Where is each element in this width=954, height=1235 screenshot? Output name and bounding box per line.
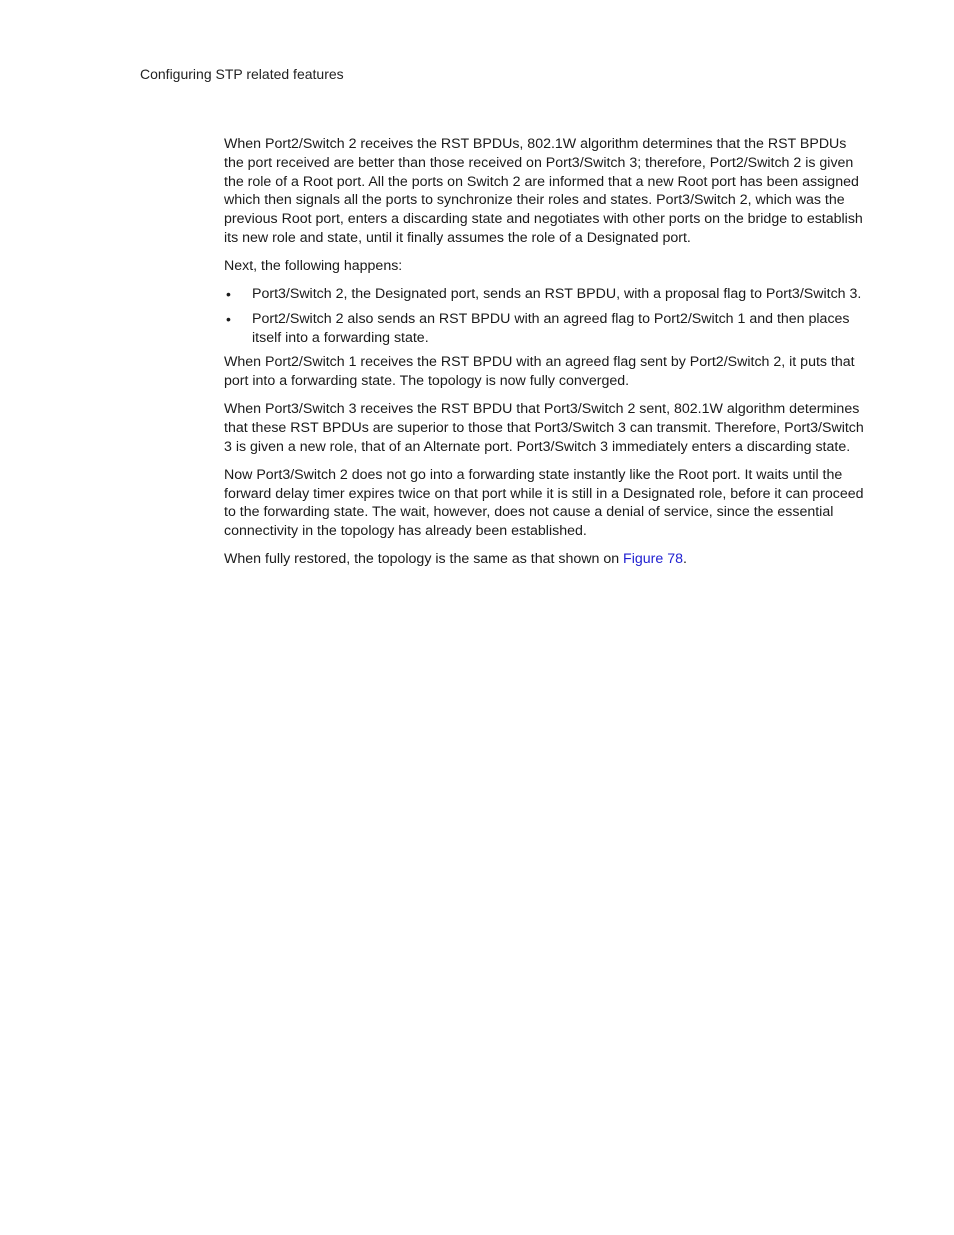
list-item-text: Port3/Switch 2, the Designated port, sends an RST BPDU, with a proposal flag to Port3/Switch 3.	[252, 285, 862, 302]
running-header: Configuring STP related features	[140, 66, 344, 82]
figure-78-link[interactable]: Figure 78	[623, 551, 683, 568]
restored-text-prefix: When fully restored, the topology is the same as that shown on	[224, 551, 624, 568]
paragraph-forward-delay: Now Port3/Switch 2 does not go into a forwarding state instantly like the Root port. It waits until the forward delay timer expires twice on that port while it is still in a Designated role, before it can proceed to the forwarding state. The wait, however, does not cause a denial of service, since the essential connectivity in the topology has already been established.	[224, 466, 864, 540]
paragraph-converged: When Port2/Switch 1 receives the RST BPDU with an agreed flag sent by Port2/Switch 2, it puts that port into a forwarding state. The topology is now fully converged.	[224, 354, 855, 390]
bullet-icon: •	[226, 310, 231, 327]
paragraph-restored	[224, 550, 870, 569]
paragraph-next-intro: Next, the following happens:	[224, 257, 403, 274]
bullet-list	[224, 285, 870, 347]
paragraph-root-port-election: When Port2/Switch 2 receives the RST BPDUs, 802.1W algorithm determines that the RST BPDUs the port received are better than those received on Port3/Switch 3; therefore, Port2/Switch 2 is given the role of a Root port. All the ports on Switch 2 are informed that a new Root port has been assigned which then signals all the ports to synchronize their roles and states. Port3/Switch 2, which was the previous Root port, enters a discarding state and negotiates with other ports on the bridge to establish its new role and state, until it finally assumes the role of a Designated port.	[224, 136, 863, 246]
restored-text-suffix: .	[682, 551, 687, 568]
paragraph-alternate-port: When Port3/Switch 3 receives the RST BPDU that Port3/Switch 2 sent, 802.1W algorithm determines that these RST BPDUs are superior to those that Port3/Switch 3 can transmit. Therefore, Port3/Switch 3 is given a new role, that of an Alternate port. Port3/Switch 3 immediately enters a discarding state.	[224, 401, 864, 455]
bullet-icon: •	[226, 285, 231, 302]
list-item	[224, 285, 870, 304]
list-item-text: Port2/Switch 2 also sends an RST BPDU with an agreed flag to Port2/Switch 1 and then places itself into a forwarding state.	[252, 310, 850, 346]
body-content	[224, 135, 870, 578]
list-item	[224, 310, 870, 348]
